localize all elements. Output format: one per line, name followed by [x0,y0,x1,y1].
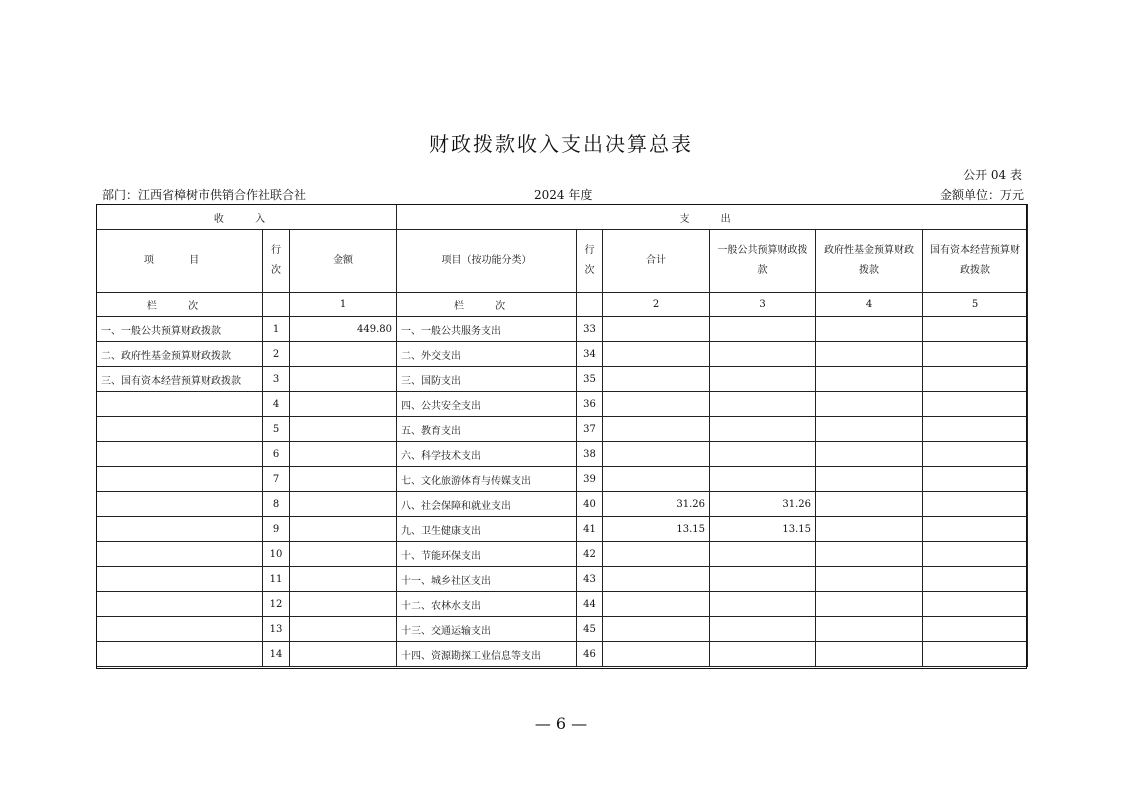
fund-budget-cell [816,417,923,442]
expense-row-no-cell: 40 [577,492,603,517]
income-amount-cell: 449.80 [290,317,397,342]
total-cell [603,342,710,367]
expense-item-cell: 五、教育支出 [397,417,577,442]
income-item-cell: 三、国有资本经营预算财政拨款 [97,367,263,392]
fund-budget-cell [816,317,923,342]
expense-item-cell: 十二、农林水支出 [397,592,577,617]
income-item-cell [97,517,263,542]
income-amount-cell [290,367,397,392]
income-item-cell [97,392,263,417]
income-row-no-cell: 11 [263,567,290,592]
budget-table [96,204,1028,667]
department-label: 部门：江西省樟树市供销合作社联合社 [102,188,307,202]
income-amount-cell [290,442,397,467]
table-row [97,317,1028,342]
state-capital-cell [923,442,1028,467]
amount-header: 金额 [290,230,397,293]
expense-item-cell: 四、公共安全支出 [397,392,577,417]
general-budget-cell [710,392,816,417]
general-header: 一般公共预算财政拨款 [710,230,816,293]
column-header-row [97,230,1028,293]
expense-section-header: 支 出 [397,205,1028,230]
fund-budget-cell [816,492,923,517]
state-capital-cell [923,492,1028,517]
fund-budget-cell [816,467,923,492]
expense-row-no-cell: 43 [577,567,603,592]
income-row-no-cell: 13 [263,617,290,642]
item-header: 项 目 [97,230,263,293]
table-row [97,542,1028,567]
expense-row-no-cell: 46 [577,642,603,667]
income-item-cell [97,617,263,642]
expense-row-no-cell: 39 [577,467,603,492]
general-budget-cell [710,592,816,617]
general-budget-cell [710,467,816,492]
income-amount-cell [290,342,397,367]
income-item-cell [97,417,263,442]
expense-row-no-cell: 42 [577,542,603,567]
income-amount-cell [290,592,397,617]
total-cell [603,317,710,342]
general-budget-cell [710,417,816,442]
col-4: 4 [816,293,923,317]
income-item-cell [97,592,263,617]
income-amount-cell [290,617,397,642]
expense-item-cell: 一、一般公共服务支出 [397,317,577,342]
table-row [97,592,1028,617]
table-row [97,417,1028,442]
income-row-no-cell: 1 [263,317,290,342]
expense-row-no-cell: 37 [577,417,603,442]
fund-budget-cell [816,367,923,392]
func-item-header: 项目（按功能分类） [397,230,577,293]
total-cell [603,417,710,442]
income-item-cell [97,542,263,567]
fund-budget-cell [816,542,923,567]
fund-budget-cell [816,392,923,417]
income-row-no-cell: 12 [263,592,290,617]
table-row [97,442,1028,467]
expense-row-no-cell: 38 [577,442,603,467]
expense-row-no-cell: 33 [577,317,603,342]
expense-row-no-cell: 36 [577,392,603,417]
state-capital-cell [923,567,1028,592]
expense-item-cell: 八、社会保障和就业支出 [397,492,577,517]
year-label: 2024 年度 [534,188,593,202]
income-row-no-cell: 3 [263,367,290,392]
state-capital-cell [923,542,1028,567]
total-cell [603,542,710,567]
expense-item-cell: 三、国防支出 [397,367,577,392]
income-row-no-cell: 7 [263,467,290,492]
section-header-row [97,205,1028,230]
form-number: 公开 04 表 [963,168,1022,182]
state-capital-cell [923,642,1028,667]
expense-item-cell: 十四、资源勘探工业信息等支出 [397,642,577,667]
row-no-header: 行次 [263,230,290,293]
expense-item-cell: 七、文化旅游体育与传媒支出 [397,467,577,492]
meta-line [102,186,1024,202]
fund-budget-cell [816,442,923,467]
income-amount-cell [290,567,397,592]
col-1: 1 [290,293,397,317]
table-row [97,467,1028,492]
income-item-cell: 二、政府性基金预算财政拨款 [97,342,263,367]
state-capital-cell [923,392,1028,417]
income-item-cell [97,492,263,517]
expense-item-cell: 二、外交支出 [397,342,577,367]
income-row-no-cell: 8 [263,492,290,517]
total-cell [603,367,710,392]
income-amount-cell [290,467,397,492]
income-row-no-cell: 9 [263,517,290,542]
fund-budget-cell [816,617,923,642]
total-cell [603,442,710,467]
col-2: 2 [603,293,710,317]
fund-budget-cell [816,517,923,542]
col-label: 栏 次 [97,293,263,317]
unit-label: 金额单位：万元 [939,188,1024,202]
state-capital-cell [923,617,1028,642]
fund-budget-cell [816,642,923,667]
income-row-no-cell: 10 [263,542,290,567]
col-label-2: 栏 次 [397,293,577,317]
income-section-header: 收 入 [97,205,397,230]
table-row [97,642,1028,667]
income-amount-cell [290,642,397,667]
general-budget-cell [710,642,816,667]
income-row-no-cell: 5 [263,417,290,442]
table-row [97,492,1028,517]
col-blank-2 [577,293,603,317]
col-blank [263,293,290,317]
fund-budget-cell [816,567,923,592]
expense-row-no-cell: 45 [577,617,603,642]
income-row-no-cell: 14 [263,642,290,667]
total-cell [603,617,710,642]
expense-row-no-cell: 34 [577,342,603,367]
total-cell [603,467,710,492]
general-budget-cell [710,542,816,567]
general-budget-cell [710,342,816,367]
income-row-no-cell: 2 [263,342,290,367]
table-row [97,392,1028,417]
total-cell [603,392,710,417]
fund-budget-cell [816,342,923,367]
table-row [97,342,1028,367]
col-3: 3 [710,293,816,317]
general-budget-cell [710,317,816,342]
expense-item-cell: 十一、城乡社区支出 [397,567,577,592]
general-budget-cell [710,567,816,592]
income-item-cell [97,567,263,592]
expense-row-no-cell: 35 [577,367,603,392]
income-row-no-cell: 6 [263,442,290,467]
income-item-cell [97,467,263,492]
state-capital-cell [923,592,1028,617]
total-cell: 31.26 [603,492,710,517]
expense-row-no-cell: 41 [577,517,603,542]
income-amount-cell [290,517,397,542]
column-number-row [97,293,1028,317]
total-cell [603,592,710,617]
total-cell: 13.15 [603,517,710,542]
fund-header: 政府性基金预算财政拨款 [816,230,923,293]
income-amount-cell [290,492,397,517]
table-row [97,367,1028,392]
income-row-no-cell: 4 [263,392,290,417]
expense-item-cell: 六、科学技术支出 [397,442,577,467]
expense-row-no-cell: 44 [577,592,603,617]
page-number: — 6 — [534,714,588,733]
expense-item-cell: 九、卫生健康支出 [397,517,577,542]
state-capital-cell [923,342,1028,367]
state-capital-cell [923,517,1028,542]
table-row [97,517,1028,542]
page-title: 财政拨款收入支出决算总表 [429,132,693,156]
table-row [97,567,1028,592]
income-amount-cell [290,392,397,417]
state-capital-cell [923,367,1028,392]
general-budget-cell: 13.15 [710,517,816,542]
state-header: 国有资本经营预算财政拨款 [923,230,1028,293]
exp-row-no-header: 行次 [577,230,603,293]
income-amount-cell [290,542,397,567]
income-item-cell [97,642,263,667]
total-cell [603,642,710,667]
expense-item-cell: 十、节能环保支出 [397,542,577,567]
total-cell [603,567,710,592]
expense-item-cell: 十三、交通运输支出 [397,617,577,642]
table-row [97,617,1028,642]
state-capital-cell [923,467,1028,492]
fund-budget-cell [816,592,923,617]
income-amount-cell [290,417,397,442]
general-budget-cell [710,617,816,642]
state-capital-cell [923,317,1028,342]
general-budget-cell [710,442,816,467]
income-item-cell: 一、一般公共预算财政拨款 [97,317,263,342]
table-body [97,317,1028,667]
state-capital-cell [923,417,1028,442]
income-item-cell [97,442,263,467]
general-budget-cell [710,367,816,392]
total-header: 合计 [603,230,710,293]
general-budget-cell: 31.26 [710,492,816,517]
col-5: 5 [923,293,1028,317]
